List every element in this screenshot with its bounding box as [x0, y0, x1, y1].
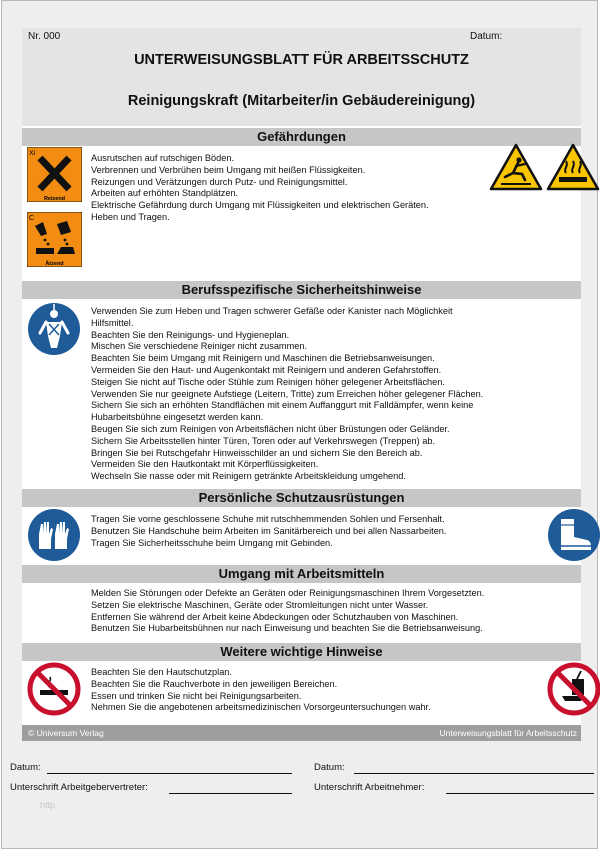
list-item: Ausrutschen auf rutschigen Böden. — [91, 153, 235, 163]
hazard-label-aetzend: Ätzend — [45, 261, 64, 267]
list-item: Bringen Sie bei Rutschgefahr Hinweisschilder an und sichern Sie den Bereich ab. — [91, 447, 423, 458]
section-heading-further-notes: Weitere wichtige Hinweise — [22, 643, 581, 661]
list-item: Essen und trinken Sie nicht bei Reinigungsarbeiten. — [91, 690, 302, 701]
safety-harness-icon — [27, 302, 81, 356]
list-item: Nehmen Sie die angebotenen arbeitsmedizinischen Vorsorgeuntersuchungen wahr. — [91, 702, 431, 713]
list-item: Elektrische Gefährdung durch Umgang mit Flüssigkeiten und elektrischen Geräten. — [91, 200, 429, 211]
document-number: Nr. 000 — [28, 31, 61, 42]
list-item: Tragen Sie Sicherheitsschuhe beim Umgang mit Gebinden. — [91, 537, 333, 548]
hazard-code-xi: Xi — [29, 150, 36, 157]
list-item: Beugen Sie sich zum Reinigen von Arbeitsflächen nicht über Brüstungen oder Geländer. — [91, 423, 450, 434]
footer-document-name: Unterweisungsblatt für Arbeitsschutz — [439, 728, 577, 738]
header-date-label: Datum: — [470, 31, 503, 42]
employer-signature-line[interactable] — [169, 793, 292, 794]
list-item: Sichern Sie sich an erhöhten Standflächen mit einem Auffanggurt mit Falldämpfer, wenn keine — [91, 400, 474, 411]
harmful-substance-icon — [27, 147, 82, 202]
list-item: Hubarbeitsbühne eingesetzt werden kann. — [91, 412, 264, 423]
employee-signature-line[interactable] — [446, 793, 594, 794]
slippery-floor-warning-icon — [489, 143, 543, 191]
further-notes-list — [91, 667, 431, 714]
list-item: Arbeiten auf erhöhten Standplätzen. — [91, 188, 239, 199]
list-item: Verwenden Sie nur geeignete Aufstiege (Leitern, Tritte) zum Erreichen höher gelegener Flächen. — [91, 388, 484, 399]
list-item: Verwenden Sie zum Heben und Tragen schwerer Gefäße oder Kanister nach Möglichkeit — [91, 306, 453, 316]
list-item: Hilfsmittel. — [91, 317, 134, 328]
safety-instructions-list — [91, 306, 483, 483]
no-eating-drinking-icon — [547, 662, 600, 716]
list-item: Benutzen Sie Handschuhe beim Arbeiten im Sanitärbereich und bei allen Nassarbeiten. — [91, 525, 447, 536]
work-equipment-list — [91, 588, 484, 635]
section-heading-work-equipment: Umgang mit Arbeitsmitteln — [22, 565, 581, 583]
list-item: Beachten Sie den Reinigungs- und Hygieneplan. — [91, 329, 290, 340]
date-label-left: Datum: — [10, 762, 41, 773]
sheet-header — [22, 28, 581, 126]
list-item: Beachten Sie beim Umgang mit Reinigern und Maschinen die Betriebsanweisungen. — [91, 353, 435, 364]
no-smoking-icon — [27, 662, 81, 716]
document-title: UNTERWEISUNGSBLATT FÜR ARBEITSSCHUTZ — [134, 52, 469, 68]
date-line-right[interactable] — [354, 773, 594, 774]
list-item: Melden Sie Störungen oder Defekte an Geräten oder Reinigungsmaschinen Ihrem Vorgesetzten. — [91, 588, 485, 598]
watermark: http — [40, 800, 56, 810]
list-item: Entfernen Sie während der Arbeit keine Abdeckungen oder Schutzhauben von Maschinen. — [91, 611, 459, 622]
hazards-list — [91, 153, 429, 224]
instruction-sheet — [22, 28, 581, 741]
list-item: Sichern Sie Arbeitsstellen hinter Türen, Toren oder auf Verkehrswegen (Treppen) ab. — [91, 435, 436, 446]
list-item: Mischen Sie verschiedene Reiniger nicht zusammen. — [91, 341, 308, 352]
section-heading-hazards: Gefährdungen — [22, 128, 581, 146]
list-item: Vermeiden Sie den Haut- und Augenkontakt mit Reinigern und anderen Gefahrstoffen. — [91, 364, 442, 375]
section-heading-safety-instructions: Berufsspezifische Sicherheitshinweise — [22, 281, 581, 299]
list-item: Wechseln Sie nasse oder mit Reinigern getränkte Arbeitskleidung umgehend. — [91, 471, 406, 482]
list-item: Tragen Sie vorne geschlossene Schuhe mit rutschhemmenden Sohlen und Fersenhalt. — [91, 514, 445, 524]
list-item: Setzen Sie elektrische Maschinen, Geräte oder Stromleitungen nicht unter Wasser. — [91, 599, 429, 610]
list-item: Steigen Sie nicht auf Tische oder Stühle zum Reinigen höher gelegener Arbeitsflächen. — [91, 376, 445, 387]
list-item: Heben und Tragen. — [91, 211, 170, 222]
list-item: Verbrennen und Verbrühen beim Umgang mit heißen Flüssigkeiten. — [91, 164, 366, 175]
date-line-left[interactable] — [47, 773, 292, 774]
hot-surface-warning-icon — [546, 143, 600, 191]
hazard-code-c: C — [29, 215, 35, 222]
date-label-right: Datum: — [314, 762, 345, 773]
sheet-footer — [22, 725, 581, 741]
list-item: Beachten Sie den Hautschutzplan. — [91, 667, 232, 677]
hazard-label-reizend: Reizend — [43, 196, 66, 202]
section-heading-protective-equipment: Persönliche Schutzausrüstungen — [22, 489, 581, 507]
publisher-label: © Universum Verlag — [28, 728, 104, 738]
list-item: Reizungen und Verätzungen durch Putz- und Reinigungsmittel. — [91, 176, 348, 187]
list-item: Benutzen Sie Hubarbeitsbühnen nur nach Einweisung und beachten Sie die Betriebsanweisung. — [91, 623, 483, 634]
gloves-icon — [27, 508, 81, 562]
employer-signature-label: Unterschrift Arbeitgebervertreter: — [10, 782, 148, 793]
document-page — [1, 0, 598, 849]
document-subtitle: Reinigungskraft (Mitarbeiter/in Gebäudereinigung) — [127, 93, 476, 109]
employee-signature-label: Unterschrift Arbeitnehmer: — [314, 782, 425, 793]
list-item: Beachten Sie die Rauchverbote in den jeweiligen Bereichen. — [91, 678, 338, 689]
protective-equipment-list — [91, 514, 446, 549]
safety-boots-icon — [547, 508, 600, 562]
list-item: Vermeiden Sie den Hautkontakt mit Körperflüssigkeiten. — [91, 459, 319, 470]
corrosive-substance-icon — [27, 212, 82, 267]
